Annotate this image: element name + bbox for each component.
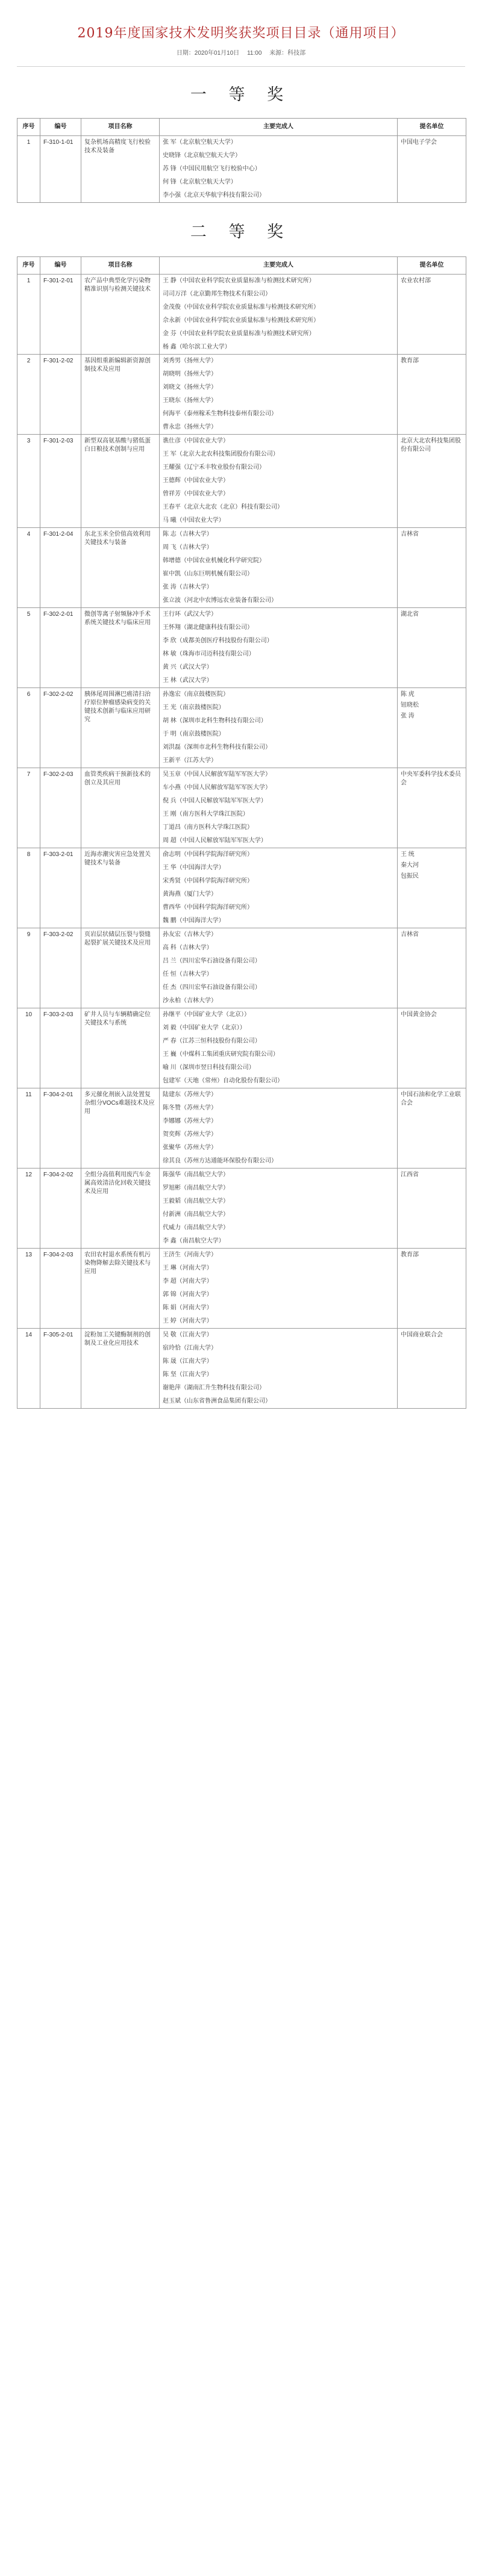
page-title: 2019年度国家技术发明奖获奖项目目录（通用项目） xyxy=(77,26,405,41)
nominator-line: 吉林省 xyxy=(401,931,419,938)
project-code: F-303-2-03 xyxy=(40,1008,81,1088)
nominator-line: 包振民 xyxy=(401,873,419,880)
nominating-unit xyxy=(398,275,466,355)
person-item: 王耀强（辽宁禾丰牧业股份有限公司） xyxy=(163,464,265,471)
row-number: 5 xyxy=(17,608,40,688)
person-item: 韩增德（中国农业机械化科学研究院） xyxy=(163,557,265,564)
main-persons xyxy=(160,848,398,928)
person-item: 陈强华（南昌航空大学） xyxy=(163,1172,229,1178)
person-item: 任 恒（吉林大学） xyxy=(163,971,213,978)
row-number: 7 xyxy=(17,768,40,848)
nominating-unit xyxy=(398,608,466,688)
project-name: 淀粉加工关键酶制剂的创制及工业化应用技术 xyxy=(81,1329,160,1409)
award-sections xyxy=(0,81,482,1409)
project-name: 矿井人员与车辆精确定位关键技术与系统 xyxy=(81,1008,160,1088)
table-row xyxy=(17,528,466,608)
project-code: F-301-2-02 xyxy=(40,355,81,435)
row-number: 8 xyxy=(17,848,40,928)
person-item: 王 巍（中煤科工集团重庆研究院有限公司） xyxy=(163,1051,279,1058)
person-item: 陈 坚（江南大学） xyxy=(163,1371,213,1378)
header-nominator: 提名单位 xyxy=(398,119,466,136)
nominator-line: 中国石油和化学工业联合会 xyxy=(401,1091,461,1106)
project-name: 基因组重新编辑新资源创制技术及应用 xyxy=(81,355,160,435)
nominating-unit xyxy=(398,1329,466,1409)
nominator-line: 中国电子学会 xyxy=(401,139,437,146)
person-item: 车小燕（中国人民解放军陆军军医大学） xyxy=(163,784,271,791)
nominator-line: 中国黄金协会 xyxy=(401,1011,437,1018)
person-item: 付新洲（南昌航空大学） xyxy=(163,1211,229,1218)
person-item: 王 静（中国农业科学院农业质量标准与检测技术研究所） xyxy=(163,278,315,284)
person-item: 王 军（北京大北农科技集团股份有限公司） xyxy=(163,451,279,458)
person-item: 马 曦（中国农业大学） xyxy=(163,517,225,524)
table-row xyxy=(17,435,466,528)
nominator-line: 秦大河 xyxy=(401,862,419,869)
person-item: 何 锋（北京航空航天大学） xyxy=(163,179,237,185)
main-persons xyxy=(160,1249,398,1329)
table-header xyxy=(17,257,466,275)
person-item: 胡 林（深圳市北科生物科技有限公司） xyxy=(163,718,267,724)
header-persons: 主要完成人 xyxy=(160,257,398,275)
table-header xyxy=(17,119,466,136)
article-meta xyxy=(0,48,482,57)
table-row xyxy=(17,1249,466,1329)
person-item: 包建军（天地（常州）自动化股份有限公司） xyxy=(163,1078,283,1084)
nominating-unit xyxy=(398,848,466,928)
person-item: 沙永柏（吉林大学） xyxy=(163,998,217,1004)
person-item: 王行环（武汉大学） xyxy=(163,611,217,618)
person-item: 李小强（北京天华航宇科技有限公司） xyxy=(163,192,265,199)
person-item: 孙继平（中国矿业大学（北京）） xyxy=(163,1011,250,1018)
table-row xyxy=(17,1329,466,1409)
person-item: 崔中凯（山东巨明机械有限公司） xyxy=(163,571,253,577)
project-name: 新型双高氨基酸与猪低蛋白日粮技术创制与应用 xyxy=(81,435,160,528)
section-title: 二 等 奖 xyxy=(190,223,292,241)
project-code: F-303-2-01 xyxy=(40,848,81,928)
project-name: 胰体尾周围淋巴癌清扫治疗原位肿瘤感染病变的关键技术创新与临床应用研究 xyxy=(81,688,160,768)
person-item: 王春平（北京大北农（北京）科技有限公司） xyxy=(163,504,283,511)
person-item: 魏 鹏（中国海洋大学） xyxy=(163,917,225,924)
person-item: 周 超（中国人民解放军陆军军医大学） xyxy=(163,837,267,844)
nominating-unit xyxy=(398,1008,466,1088)
main-persons xyxy=(160,768,398,848)
row-number: 2 xyxy=(17,355,40,435)
project-name: 多元催化剂嵌入法处置复杂组分VOCs难题技术及应用 xyxy=(81,1088,160,1169)
nominator-line: 教育部 xyxy=(401,1252,419,1258)
person-item: 刘洪磊（深圳市北科生物科技有限公司） xyxy=(163,744,271,751)
main-persons xyxy=(160,435,398,528)
person-item: 林 敏（珠海市司迈科技有限公司） xyxy=(163,651,255,657)
person-item: 张 军（北京航空航天大学） xyxy=(163,139,237,146)
person-item: 曾祥芳（中国农业大学） xyxy=(163,491,229,497)
person-item: 王晓东（扬州大学） xyxy=(163,397,217,404)
section-title: 一 等 奖 xyxy=(190,85,292,104)
person-item: 王 华（中国海洋大学） xyxy=(163,864,225,871)
person-item: 郭 锦（河南大学） xyxy=(163,1291,213,1298)
header-code: 编号 xyxy=(40,119,81,136)
person-item: 周 飞（吉林大学） xyxy=(163,544,213,551)
nominator-line: 教育部 xyxy=(401,358,419,364)
project-name: 页岩层状储层压裂与裂缝起裂扩展关键技术及应用 xyxy=(81,928,160,1008)
main-persons xyxy=(160,1169,398,1249)
project-name: 血管类疾病干预新技术的创立及其应用 xyxy=(81,768,160,848)
publish-source: 来源：科技部 xyxy=(269,50,306,57)
project-code: F-304-2-02 xyxy=(40,1169,81,1249)
table-row xyxy=(17,1088,466,1169)
header-nominator: 提名单位 xyxy=(398,257,466,275)
project-code: F-301-2-03 xyxy=(40,435,81,528)
person-item: 胡晓明（扬州大学） xyxy=(163,371,217,377)
person-item: 司司万洋（北京勤邦生物技术有限公司） xyxy=(163,291,271,297)
row-number: 11 xyxy=(17,1088,40,1169)
header-project: 项目名称 xyxy=(81,257,160,275)
nominating-unit xyxy=(398,1169,466,1249)
nominator-line: 中国商业联合会 xyxy=(401,1332,443,1338)
header-code: 编号 xyxy=(40,257,81,275)
person-item: 王 琳（河南大学） xyxy=(163,1265,213,1271)
person-item: 李 欣（成都美创医疗科技股份有限公司） xyxy=(163,638,273,644)
project-name: 东北玉米全价值高效利用关键技术与装备 xyxy=(81,528,160,608)
project-code: F-310-1-01 xyxy=(40,136,81,203)
project-code: F-304-2-03 xyxy=(40,1249,81,1329)
table-row xyxy=(17,355,466,435)
main-persons xyxy=(160,1088,398,1169)
row-number: 1 xyxy=(17,136,40,203)
nominating-unit xyxy=(398,928,466,1008)
nominating-unit xyxy=(398,1088,466,1169)
person-item: 李娜娜（苏州大学） xyxy=(163,1118,217,1125)
project-code: F-302-2-01 xyxy=(40,608,81,688)
person-item: 吴玉章（中国人民解放军陆军军医大学） xyxy=(163,771,271,778)
person-item: 陈 志（吉林大学） xyxy=(163,531,213,538)
header-project: 项目名称 xyxy=(81,119,160,136)
person-item: 王怀翔（湖北健康科技有限公司） xyxy=(163,624,253,631)
person-item: 陆建东（苏州大学） xyxy=(163,1091,217,1098)
project-code: F-302-2-02 xyxy=(40,688,81,768)
main-persons xyxy=(160,928,398,1008)
person-item: 倪 兵（中国人民解放军陆军军医大学） xyxy=(163,798,267,804)
person-item: 罗旭彬（南昌航空大学） xyxy=(163,1185,229,1191)
person-item: 徐其良（苏州方达通能环保股份有限公司） xyxy=(163,1158,277,1164)
person-item: 宋秀贤（中国科学院海洋研究所） xyxy=(163,878,253,884)
header-persons: 主要完成人 xyxy=(160,119,398,136)
project-name: 全组分高值利用废汽车金属高效清洁化回收关键技术及应用 xyxy=(81,1169,160,1249)
header-no: 序号 xyxy=(17,257,40,275)
person-item: 喻 川（深圳市翌日科技有限公司） xyxy=(163,1064,255,1071)
person-item: 陈 晟（江南大学） xyxy=(163,1358,213,1365)
person-item: 吕 兰（四川宏华石油设备有限公司） xyxy=(163,958,261,964)
person-item: 刘晓文（扬州大学） xyxy=(163,384,217,391)
person-item: 于 明（南京鼓楼医院） xyxy=(163,731,225,737)
person-item: 苏 锋（中国民用航空飞行校验中心） xyxy=(163,166,261,172)
nominator-line: 湖北省 xyxy=(401,611,419,618)
table-row xyxy=(17,608,466,688)
nominator-line: 陈 虎 xyxy=(401,691,415,698)
row-number: 1 xyxy=(17,275,40,355)
person-item: 俞志明（中国科学院海洋研究所） xyxy=(163,851,253,858)
person-item: 金茂俊（中国农业科学院农业质量标准与检测技术研究所） xyxy=(163,304,319,311)
nominating-unit xyxy=(398,435,466,528)
project-code: F-305-2-01 xyxy=(40,1329,81,1409)
project-name: 微创等离子射频脉冲手术系统关键技术与临床应用 xyxy=(81,608,160,688)
person-item: 杨 鑫（哈尔滨工业大学） xyxy=(163,344,231,350)
nominating-unit xyxy=(398,688,466,768)
person-item: 李 鑫（南昌航空大学） xyxy=(163,1238,225,1244)
main-persons xyxy=(160,275,398,355)
project-code: F-302-2-03 xyxy=(40,768,81,848)
row-number: 14 xyxy=(17,1329,40,1409)
person-item: 王德辉（中国农业大学） xyxy=(163,477,229,484)
nominating-unit xyxy=(398,136,466,203)
row-number: 6 xyxy=(17,688,40,768)
person-item: 王 刚（南方医科大学珠江医院） xyxy=(163,811,249,818)
person-item: 王毅韬（南昌航空大学） xyxy=(163,1198,229,1205)
person-item: 谯仕彦（中国农业大学） xyxy=(163,438,229,444)
person-item: 王济生（河南大学） xyxy=(163,1252,217,1258)
nominating-unit xyxy=(398,355,466,435)
person-item: 何海平（泰州稼禾生物科技泰州有限公司） xyxy=(163,411,277,417)
nominating-unit xyxy=(398,1249,466,1329)
person-item: 高 科（吉林大学） xyxy=(163,945,213,951)
nominator-line: 吉林省 xyxy=(401,531,419,538)
person-item: 曹永忠（扬州大学） xyxy=(163,424,217,430)
header-divider xyxy=(17,66,465,67)
person-item: 刘秀男（扬州大学） xyxy=(163,358,217,364)
award-table xyxy=(17,118,466,203)
person-item: 曹西华（中国科学院海洋研究所） xyxy=(163,904,253,911)
table-row xyxy=(17,1169,466,1249)
project-name: 近海赤潮灾害应急处置关键技术与装备 xyxy=(81,848,160,928)
nominator-line: 张 涛 xyxy=(401,713,415,719)
row-number: 12 xyxy=(17,1169,40,1249)
table-row xyxy=(17,136,466,203)
person-item: 孙逸宏（南京鼓楼医院） xyxy=(163,691,229,698)
project-name: 农田农村退水系统有机污染物降解去除关键技术与应用 xyxy=(81,1249,160,1329)
row-number: 10 xyxy=(17,1008,40,1088)
person-item: 孙友宏（吉林大学） xyxy=(163,931,217,938)
table-row xyxy=(17,1008,466,1088)
project-code: F-303-2-02 xyxy=(40,928,81,1008)
person-item: 赵玉斌（山东省鲁洲食品集团有限公司） xyxy=(163,1398,271,1404)
person-item: 张聚华（苏州大学） xyxy=(163,1144,217,1151)
table-row xyxy=(17,848,466,928)
main-persons xyxy=(160,355,398,435)
person-item: 张立波（河北中农博远农业装备有限公司） xyxy=(163,597,277,604)
award-table xyxy=(17,256,466,1409)
person-item: 黄海燕（厦门大学） xyxy=(163,891,217,898)
person-item: 张 涛（吉林大学） xyxy=(163,584,213,591)
person-item: 王 林（武汉大学） xyxy=(163,677,213,684)
nominator-line: 江西省 xyxy=(401,1172,419,1178)
main-persons xyxy=(160,1008,398,1088)
person-item: 宿玲恰（江南大学） xyxy=(163,1345,217,1352)
person-item: 佘永新（中国农业科学院农业质量标准与检测技术研究所） xyxy=(163,317,319,324)
person-item: 丁道昌（南方医科大学珠江医院） xyxy=(163,824,253,831)
person-item: 刘 毅（中国矿业大学（北京）） xyxy=(163,1025,246,1031)
row-number: 3 xyxy=(17,435,40,528)
publish-date: 日期：2020年01月10日 xyxy=(176,50,240,57)
nominating-unit xyxy=(398,528,466,608)
table-row xyxy=(17,275,466,355)
nominating-unit xyxy=(398,768,466,848)
nominator-line: 农业农村部 xyxy=(401,278,431,284)
person-item: 严 春（江苏三恒科技股份有限公司） xyxy=(163,1038,261,1044)
person-item: 谢艳萍（湖南汇升生物科技有限公司） xyxy=(163,1385,265,1391)
person-item: 史晓锋（北京航空航天大学） xyxy=(163,152,241,159)
person-item: 黄 兴（武汉大学） xyxy=(163,664,213,671)
main-persons xyxy=(160,136,398,203)
nominator-line: 钮晓松 xyxy=(401,702,419,709)
person-item: 贺奕辉（苏州大学） xyxy=(163,1131,217,1138)
person-item: 王 光（南京鼓楼医院） xyxy=(163,704,225,711)
nominator-line: 中央军委科学技术委员会 xyxy=(401,771,461,786)
main-persons xyxy=(160,688,398,768)
table-row xyxy=(17,768,466,848)
project-code: F-301-2-01 xyxy=(40,275,81,355)
person-item: 任 杰（四川宏华石油设备有限公司） xyxy=(163,984,261,991)
nominator-line: 王 统 xyxy=(401,851,415,858)
project-name: 复杂机场高精度飞行校验技术及装备 xyxy=(81,136,160,203)
person-item: 吴 敬（江南大学） xyxy=(163,1332,213,1338)
main-persons xyxy=(160,528,398,608)
project-code: F-301-2-04 xyxy=(40,528,81,608)
row-number: 9 xyxy=(17,928,40,1008)
table-row xyxy=(17,688,466,768)
person-item: 陈 娟（河南大学） xyxy=(163,1305,213,1311)
person-item: 李 超（河南大学） xyxy=(163,1278,213,1285)
person-item: 代威力（南昌航空大学） xyxy=(163,1224,229,1231)
main-persons xyxy=(160,1329,398,1409)
publish-time: 11:00 xyxy=(247,50,262,57)
header-no: 序号 xyxy=(17,119,40,136)
nominator-line: 北京大北农科技集团股份有限公司 xyxy=(401,438,461,453)
table-row xyxy=(17,928,466,1008)
row-number: 13 xyxy=(17,1249,40,1329)
project-code: F-304-2-01 xyxy=(40,1088,81,1169)
person-item: 陈冬赞（苏州大学） xyxy=(163,1105,217,1111)
person-item: 王 婷（河南大学） xyxy=(163,1318,213,1324)
row-number: 4 xyxy=(17,528,40,608)
project-name: 农产品中典型化学污染物精准识别与检测关键技术 xyxy=(81,275,160,355)
person-item: 王新平（江苏大学） xyxy=(163,757,217,764)
person-item: 金 芬（中国农业科学院农业质量标准与检测技术研究所） xyxy=(163,331,315,337)
main-persons xyxy=(160,608,398,688)
